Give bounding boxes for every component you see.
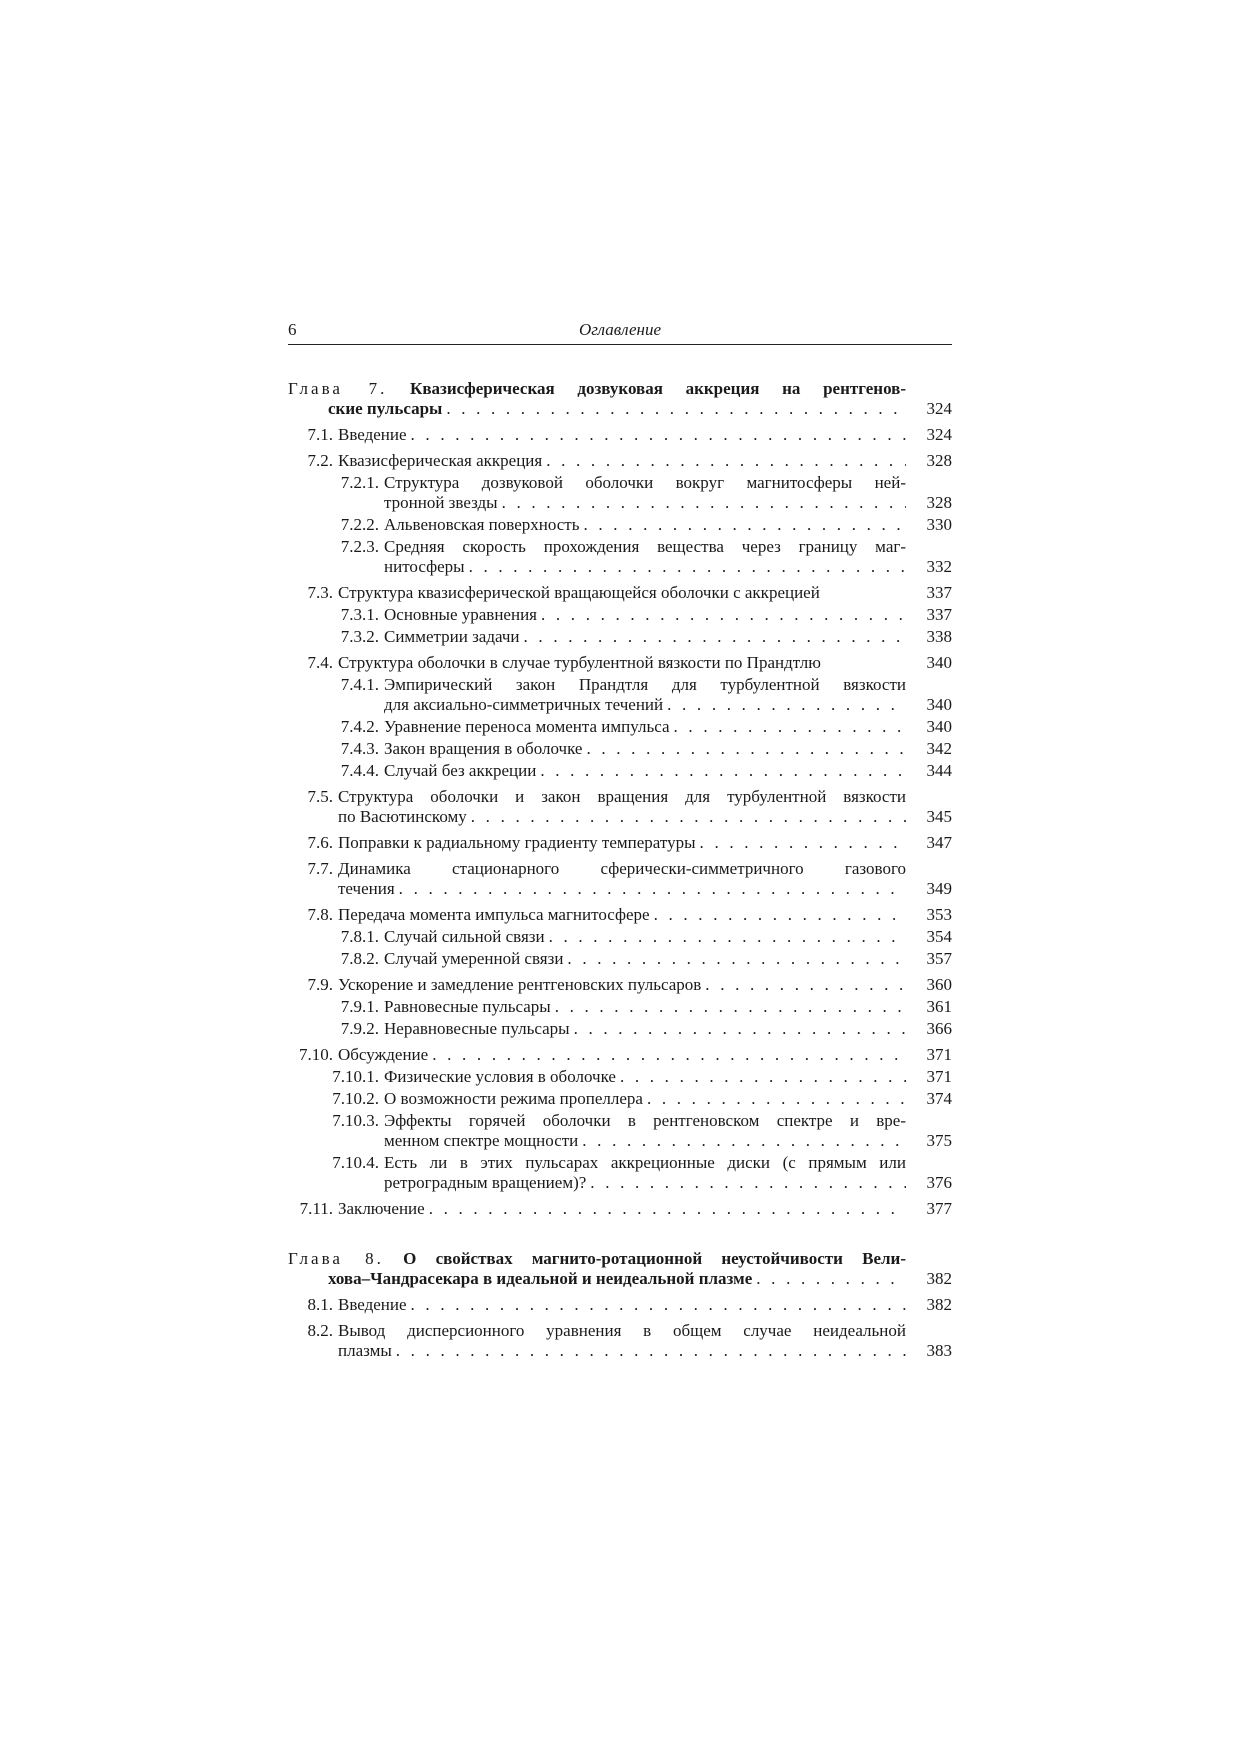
page-ref: 383 xyxy=(926,1341,952,1360)
toc-entry-7-1[interactable] xyxy=(288,425,952,445)
page-ref: 324 xyxy=(926,399,952,418)
section-title-line2: плазмы xyxy=(338,1341,392,1360)
section-number: 7.10.3. xyxy=(332,1111,379,1130)
toc-entry-7-2-2[interactable] xyxy=(288,515,952,535)
section-number: 7.10.4. xyxy=(332,1153,379,1172)
chapter-title-line1: Квазисферическая дозвуковая аккреция на рентгенов- xyxy=(410,379,907,398)
section-number: 7.11. xyxy=(299,1199,333,1218)
page-ref: 344 xyxy=(926,761,952,780)
section-number: 7.3. xyxy=(307,583,333,602)
section-number: 7.8.1. xyxy=(340,927,379,946)
toc-entry-7-9-1[interactable] xyxy=(288,997,952,1017)
section-title-line2: нитосферы xyxy=(384,557,465,576)
page-ref: 377 xyxy=(926,1199,952,1218)
section-title: Передача момента импульса магнитосфере xyxy=(338,905,650,924)
section-number: 7.7. xyxy=(307,859,333,878)
toc-entry-8-1[interactable] xyxy=(288,1295,952,1315)
toc-entry-7-4[interactable] xyxy=(288,653,952,673)
toc-entry-7-2-3[interactable] xyxy=(288,537,952,577)
toc-entry-7-10-4[interactable] xyxy=(288,1153,952,1193)
toc-entry-7-8-2[interactable] xyxy=(288,949,952,969)
section-title: Структура оболочки в случае турбулентной вязкости по Прандтлю xyxy=(338,653,821,672)
page-ref: 361 xyxy=(926,997,952,1016)
section-title: Поправки к радиальному градиенту температуры xyxy=(338,833,696,852)
section-title-line1: Структура дозвуковой оболочки вокруг магнитосферы ней- xyxy=(384,473,906,492)
section-number: 7.4.1. xyxy=(340,675,379,694)
section-title-line1: Средняя скорость прохождения вещества через границу маг- xyxy=(384,537,906,556)
page-ref: 349 xyxy=(926,879,952,898)
page-ref: 353 xyxy=(926,905,952,924)
section-title: Случай без аккреции xyxy=(384,761,537,780)
section-title: Уравнение переноса момента импульса xyxy=(384,717,670,736)
section-number: 7.4.3. xyxy=(340,739,379,758)
page-ref: 382 xyxy=(926,1269,952,1288)
section-number: 7.4. xyxy=(307,653,333,672)
page-ref: 357 xyxy=(926,949,952,968)
page-ref: 328 xyxy=(926,451,952,470)
section-number: 8.1. xyxy=(307,1295,333,1314)
page-ref: 366 xyxy=(926,1019,952,1038)
section-title-line2: течения xyxy=(338,879,395,898)
section-number: 7.9. xyxy=(307,975,333,994)
chapter-title-line2: хова–Чандрасекара в идеальной и неидеальной плазме xyxy=(328,1269,753,1288)
section-title: Равновесные пульсары xyxy=(384,997,551,1016)
toc-entry-7-8-1[interactable] xyxy=(288,927,952,947)
page-ref: 332 xyxy=(926,557,952,576)
chapter-label: Глава 8. xyxy=(288,1249,384,1268)
section-number: 7.10. xyxy=(299,1045,333,1064)
section-title: Симметрии задачи xyxy=(384,627,520,646)
toc-entry-7-2[interactable] xyxy=(288,451,952,471)
page-ref: 324 xyxy=(926,425,952,444)
section-number: 7.9.2. xyxy=(340,1019,379,1038)
page-ref: 371 xyxy=(926,1045,952,1064)
toc-entry-7-5[interactable] xyxy=(288,787,952,827)
section-title-line1: Динамика стационарного сферически-симметричного газового xyxy=(338,859,906,878)
section-title: Квазисферическая аккреция xyxy=(338,451,543,470)
section-title: О возможности режима пропеллера xyxy=(384,1089,643,1108)
page-ref: 340 xyxy=(926,653,952,672)
section-title-line2: тронной звезды xyxy=(384,493,498,512)
section-title-line2: ретроградным вращением)? xyxy=(384,1173,587,1192)
toc-entry-7-4-2[interactable] xyxy=(288,717,952,737)
section-title: Основные уравнения xyxy=(384,605,537,624)
page-ref: 347 xyxy=(926,833,952,852)
toc-entry-7-3-1[interactable] xyxy=(288,605,952,625)
toc-entry-7-6[interactable] xyxy=(288,833,952,853)
toc-entry-7-3-2[interactable] xyxy=(288,627,952,647)
table-of-contents xyxy=(288,379,952,1361)
toc-chapter-7[interactable] xyxy=(288,379,952,419)
toc-entry-7-2-1[interactable] xyxy=(288,473,952,513)
section-title: Ускорение и замедление рентгеновских пульсаров xyxy=(338,975,702,994)
page-ref: 375 xyxy=(926,1131,952,1150)
toc-entry-7-8[interactable] xyxy=(288,905,952,925)
section-title: Закон вращения в оболочке xyxy=(384,739,583,758)
toc-entry-7-10-1[interactable] xyxy=(288,1067,952,1087)
section-title: Введение xyxy=(338,1295,407,1314)
section-number: 7.1. xyxy=(307,425,333,444)
running-title: Оглавление xyxy=(578,320,662,339)
toc-entry-7-4-1[interactable] xyxy=(288,675,952,715)
toc-entry-7-10-3[interactable] xyxy=(288,1111,952,1151)
page-ref: 337 xyxy=(926,605,952,624)
section-number: 7.8.2. xyxy=(340,949,379,968)
section-title-line2: по Васютинскому xyxy=(338,807,467,826)
toc-entry-7-7[interactable] xyxy=(288,859,952,899)
section-title: Структура квазисферической вращающейся оболочки с аккрецией xyxy=(338,583,820,602)
section-number: 7.4.2. xyxy=(340,717,379,736)
section-title: Альвеновская поверхность xyxy=(384,515,580,534)
section-number: 7.2.1. xyxy=(340,473,379,492)
section-title: Случай умеренной связи xyxy=(384,949,564,968)
page-ref: 340 xyxy=(926,695,952,714)
section-number: 7.2.3. xyxy=(340,537,379,556)
section-title-line1: Эффекты горячей оболочки в рентгеновском спектре и вре- xyxy=(384,1111,906,1130)
section-title-line2: для аксиально-симметричных течений xyxy=(384,695,664,714)
toc-entry-7-10[interactable] xyxy=(288,1045,952,1065)
toc-entry-7-10-2[interactable] xyxy=(288,1089,952,1109)
section-number: 7.3.2. xyxy=(340,627,379,646)
section-title-line1: Эмпирический закон Прандтля для турбулентной вязкости xyxy=(384,675,906,694)
toc-entry-8-2[interactable] xyxy=(288,1321,952,1361)
section-number: 8.2. xyxy=(307,1321,333,1340)
page-ref: 371 xyxy=(926,1067,952,1086)
section-title-line1: Структура оболочки и закон вращения для турбулентной вязкости xyxy=(338,787,906,806)
section-title: Введение xyxy=(338,425,407,444)
page-ref: 342 xyxy=(926,739,952,758)
section-title: Неравновесные пульсары xyxy=(384,1019,570,1038)
section-title-line2: менном спектре мощности xyxy=(384,1131,579,1150)
page-ref: 360 xyxy=(926,975,952,994)
section-number: 7.10.2. xyxy=(332,1089,379,1108)
section-number: 7.3.1. xyxy=(340,605,379,624)
page-ref: 328 xyxy=(926,493,952,512)
section-number: 7.6. xyxy=(307,833,333,852)
chapter-title-line2: ские пульсары xyxy=(328,399,443,418)
section-number: 7.10.1. xyxy=(332,1067,379,1086)
page-ref: 330 xyxy=(926,515,952,534)
toc-entry-7-4-4[interactable] xyxy=(288,761,952,781)
chapter-title-line1: О свойствах магнито-ротационной неустойчивости Вели- xyxy=(403,1249,906,1268)
toc-entry-7-9-2[interactable] xyxy=(288,1019,952,1039)
page-ref: 337 xyxy=(926,583,952,602)
section-number: 7.2.2. xyxy=(340,515,379,534)
page-ref: 338 xyxy=(926,627,952,646)
section-title: Физические условия в оболочке xyxy=(384,1067,616,1086)
page-ref: 374 xyxy=(926,1089,952,1108)
chapter-label: Глава 7. xyxy=(288,379,388,398)
page-ref: 354 xyxy=(926,927,952,946)
section-title-line1: Вывод дисперсионного уравнения в общем случае неидеальной xyxy=(338,1321,906,1340)
section-number: 7.4.4. xyxy=(340,761,379,780)
section-title: Случай сильной связи xyxy=(384,927,545,946)
section-number: 7.5. xyxy=(307,787,333,806)
section-number: 7.2. xyxy=(307,451,333,470)
section-title: Заключение xyxy=(338,1199,425,1218)
section-number: 7.9.1. xyxy=(340,997,379,1016)
toc-entry-7-11[interactable] xyxy=(288,1199,952,1219)
section-number: 7.8. xyxy=(307,905,333,924)
toc-entry-7-9[interactable] xyxy=(288,975,952,995)
toc-entry-7-4-3[interactable] xyxy=(288,739,952,759)
page-ref: 376 xyxy=(926,1173,952,1192)
section-title-line1: Есть ли в этих пульсарах аккреционные диски (с прямым или xyxy=(384,1153,906,1172)
page-ref: 345 xyxy=(926,807,952,826)
toc-chapter-8[interactable] xyxy=(288,1249,952,1289)
section-title: Обсуждение xyxy=(338,1045,429,1064)
page-ref: 340 xyxy=(926,717,952,736)
toc-entry-7-3[interactable] xyxy=(288,583,952,603)
page-number: 6 xyxy=(288,320,297,339)
toc-page xyxy=(288,318,952,1361)
page-ref: 382 xyxy=(926,1295,952,1314)
page-header xyxy=(288,318,952,345)
